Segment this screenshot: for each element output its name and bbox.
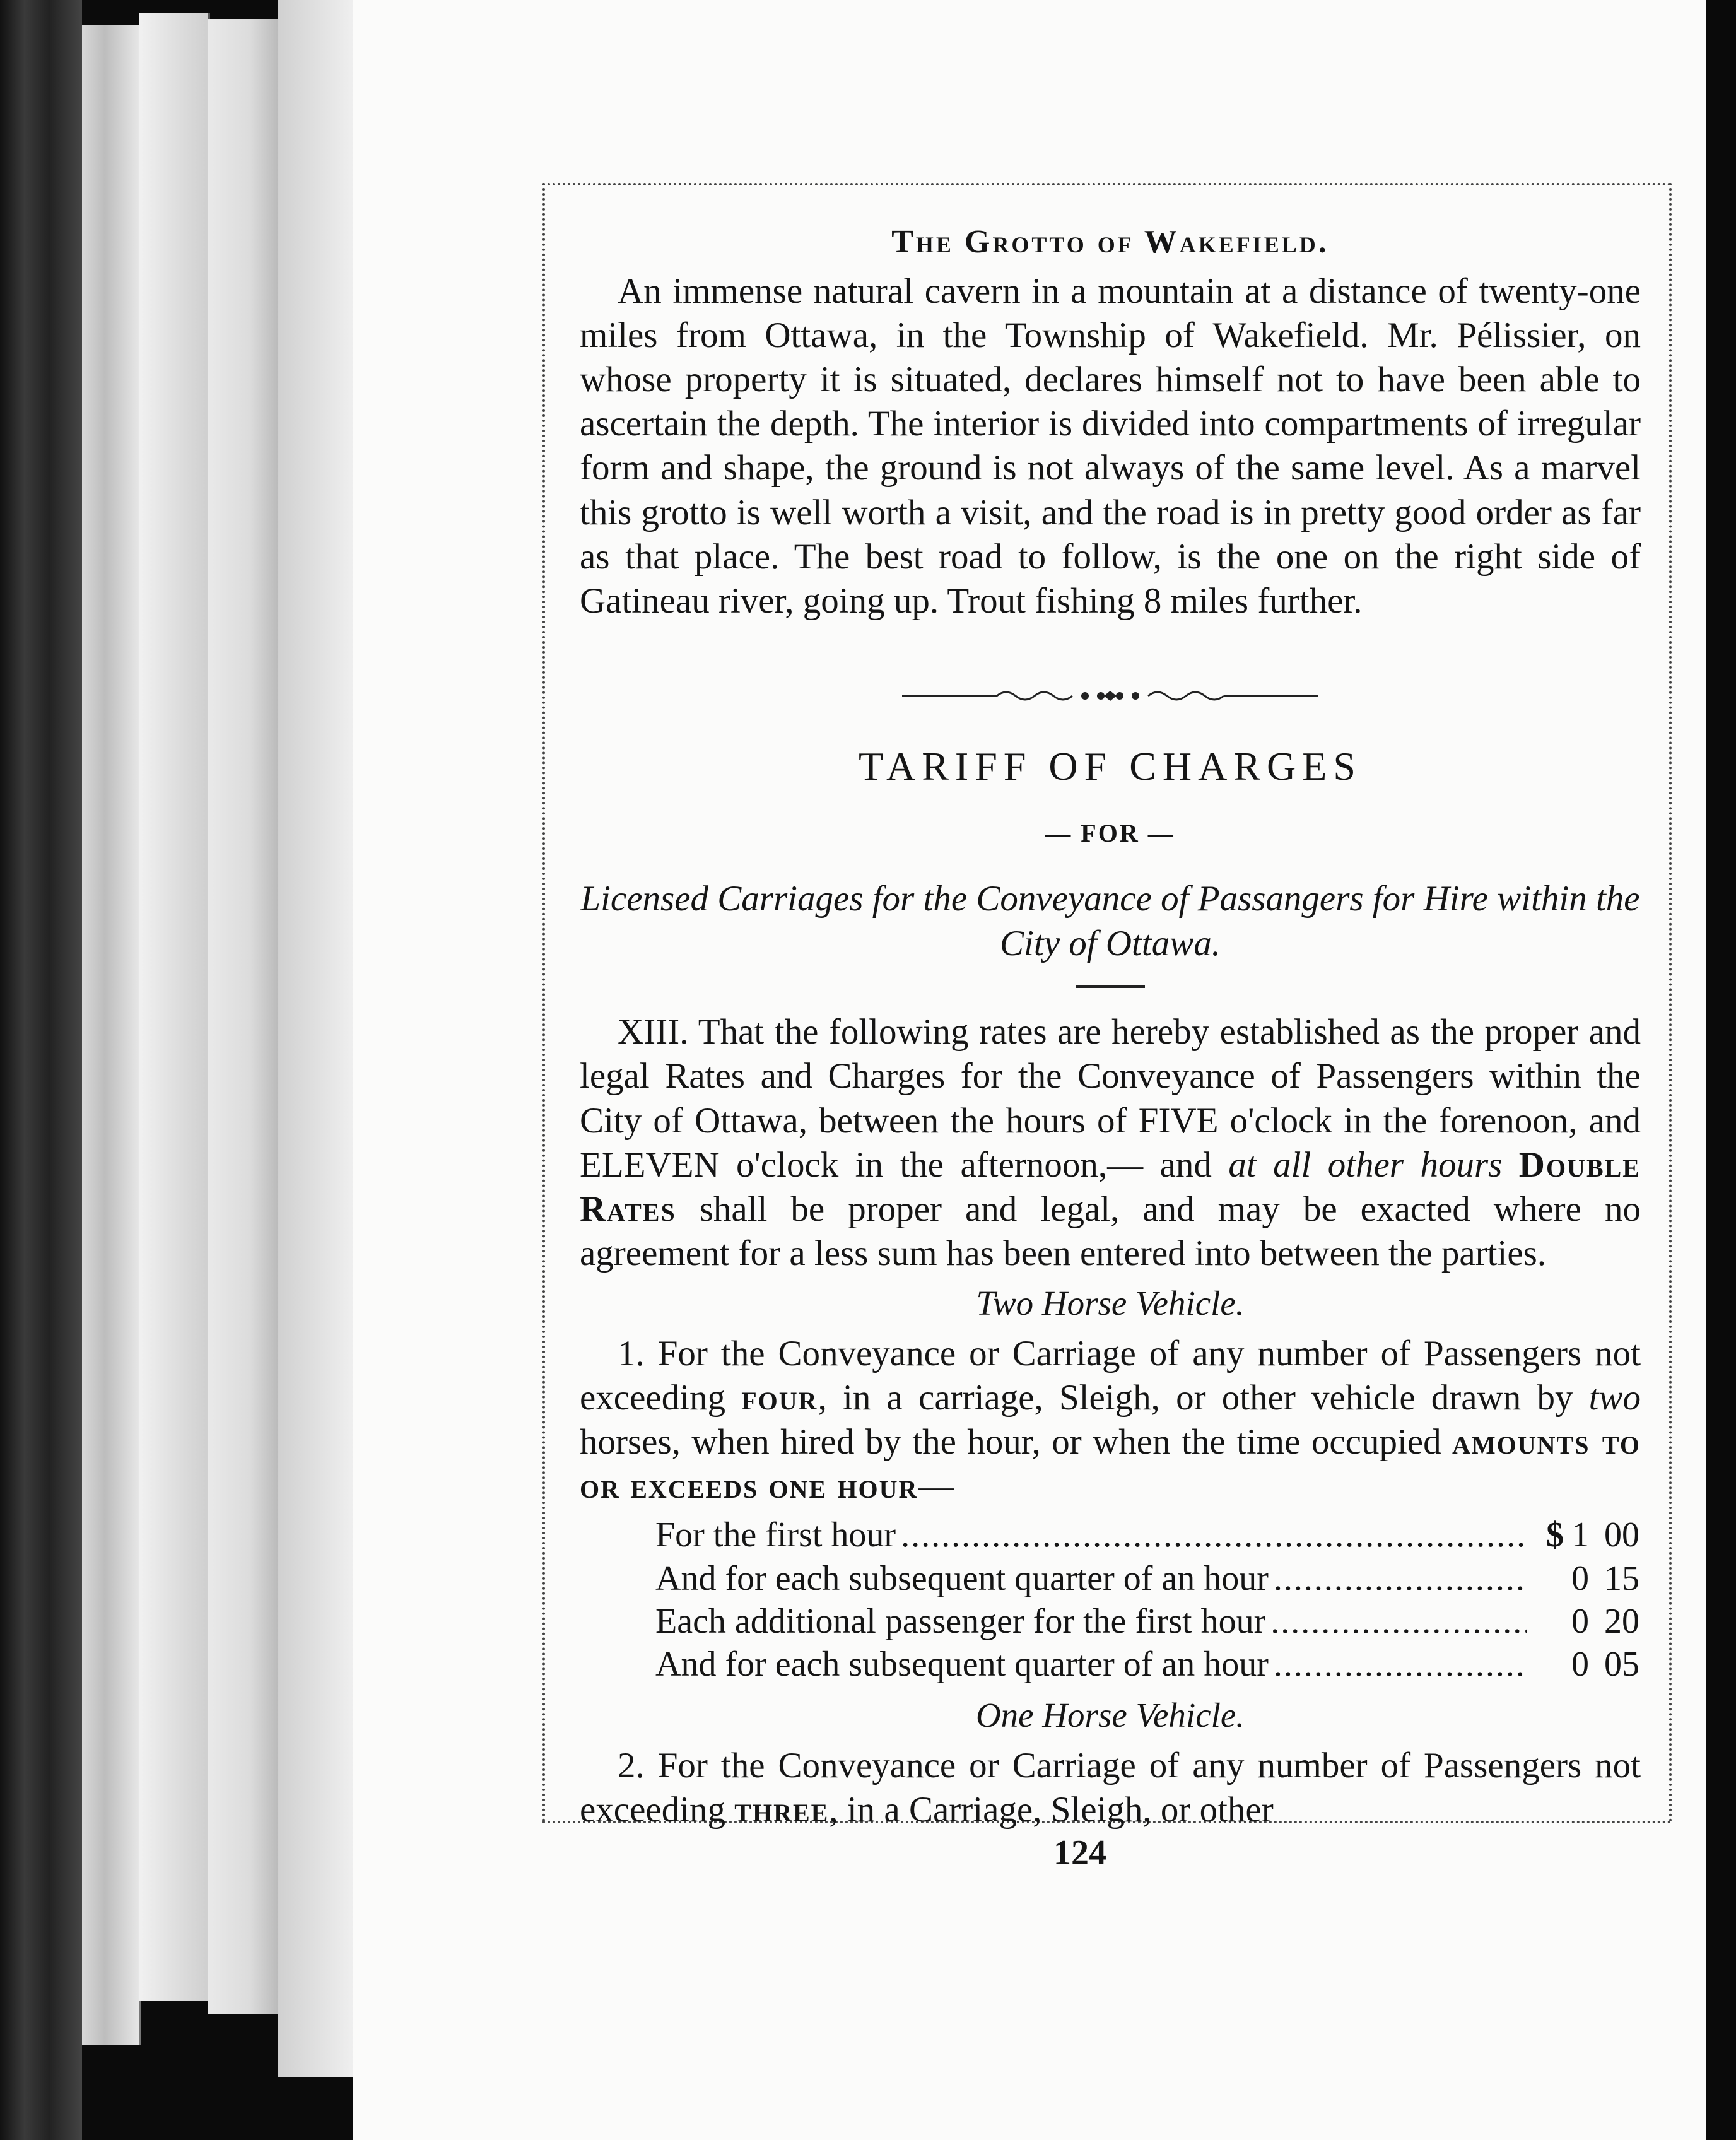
page-edge <box>82 25 141 2045</box>
rate-row <box>655 1514 1639 1556</box>
scan-background <box>1706 0 1736 2140</box>
two-horse-p1: 1. For the Conveyance or Carriage of any number of Passengers not exceeding <box>580 1334 1641 1418</box>
tariff-subtitle: Licensed Carriages for the Conveyance of Passangers for Hire within the City of Ottawa. <box>580 878 1640 964</box>
ornament-divider-icon <box>902 683 1318 708</box>
page-edge <box>139 13 210 2001</box>
for-line: — FOR — <box>1045 818 1175 847</box>
rate-dollars: 0 <box>1571 1602 1589 1642</box>
one-horse-p2: , in a Carriage, Sleigh, or other <box>829 1789 1274 1830</box>
leader-dots <box>1270 1600 1527 1643</box>
two-horse-p4: — <box>918 1466 954 1507</box>
xiii-double-rates: Double Rates <box>580 1144 1641 1229</box>
rate-row <box>655 1600 1639 1643</box>
rate-label: For the first hour <box>655 1515 896 1555</box>
two-horse-caps2: amounts to or exceeds one hour <box>580 1422 1641 1507</box>
rate-dollar-sign: $ <box>1546 1515 1564 1555</box>
page-number: 124 <box>1053 1833 1106 1872</box>
two-horse-italic: two <box>1588 1378 1641 1418</box>
book-page <box>353 0 1706 2140</box>
book-binding-shadow <box>0 0 82 2140</box>
xiii-text-part1: XIII. That the following rates are hereby established as the proper and legal Rates and Charges for the Conveyance of Passengers within the City of Ottawa, between the hours of FIVE o'clock in the forenoon, and ELEVEN o'clock in the afternoon,— and <box>580 1012 1641 1185</box>
short-rule <box>1076 985 1145 988</box>
rate-label: And for each subsequent quarter of an hour <box>655 1558 1269 1598</box>
rate-label: And for each subsequent quarter of an hour <box>655 1645 1269 1684</box>
rate-row <box>655 1557 1639 1600</box>
two-horse-paragraph <box>580 1332 1641 1508</box>
two-horse-p3: horses, when hired by the hour, or when the time occupied <box>580 1422 1453 1462</box>
xiii-text-part2: shall be proper and legal, and may be exacted where no agreement for a less sum has been entered into between the parties. <box>580 1189 1641 1273</box>
rate-dollars: 1 <box>1571 1515 1589 1555</box>
one-horse-heading: One Horse Vehicle. <box>975 1695 1245 1734</box>
one-horse-paragraph <box>580 1744 1641 1832</box>
tariff-title: TARIFF OF CHARGES <box>859 743 1362 789</box>
page-edge <box>208 19 280 2014</box>
one-horse-p1: 2. For the Conveyance or Carriage of any number of Passengers not exceeding <box>580 1745 1641 1830</box>
rate-label: Each additional passenger for the first hour <box>655 1602 1266 1642</box>
xiii-italic: at all other hours <box>1228 1144 1503 1185</box>
rates-table <box>655 1514 1639 1686</box>
leader-dots <box>1274 1643 1527 1686</box>
leader-dots <box>1274 1557 1527 1600</box>
leader-dots <box>901 1514 1527 1556</box>
rate-cents: 05 <box>1604 1645 1639 1684</box>
two-horse-heading: Two Horse Vehicle. <box>976 1284 1245 1323</box>
rate-row <box>655 1643 1639 1686</box>
rate-cents: 15 <box>1604 1558 1639 1598</box>
two-horse-p2: , in a carriage, Sleigh, or other vehicle drawn by <box>818 1378 1589 1418</box>
two-horse-caps1: four <box>741 1378 818 1418</box>
grotto-paragraph: An immense natural cavern in a mountain at a distance of twenty-one miles from Ottawa, in the Township of Wakefield. Mr. Pélissier, on whose property it is situated, declares himself not to have been able to ascertain the depth. The interior is divided into compartments of irregular form and shape, the ground is not always of the same level. As a marvel this grotto is well worth a visit, and the road is in pretty good order as far as that place. The best road to follow, is the one on the right side of Gatineau river, going up. Trout fishing 8 miles further. <box>580 271 1641 621</box>
rate-dollars: 0 <box>1571 1645 1589 1684</box>
rate-dollars: 0 <box>1571 1558 1589 1598</box>
rate-cents: 00 <box>1604 1515 1639 1555</box>
rate-cents: 20 <box>1604 1602 1639 1642</box>
page-edge <box>278 0 356 2077</box>
one-horse-caps: three <box>734 1789 830 1830</box>
section-xiii-paragraph <box>580 1010 1641 1276</box>
dotted-border-frame <box>542 183 1672 1830</box>
grotto-title: The Grotto of Wakefield. <box>891 224 1329 260</box>
page-content <box>580 223 1641 1832</box>
